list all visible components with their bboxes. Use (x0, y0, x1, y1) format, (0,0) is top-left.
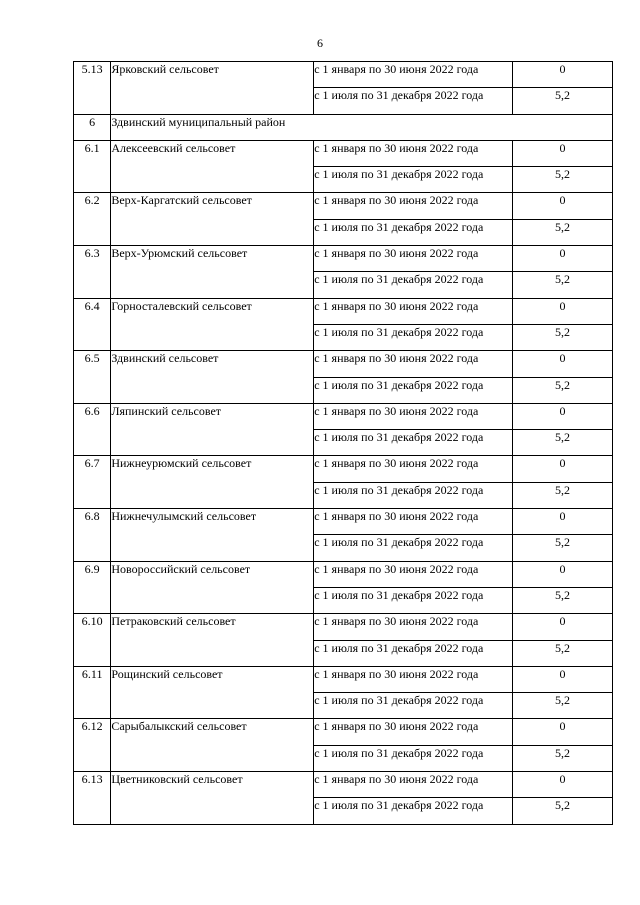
value-cell: 0 (513, 140, 613, 166)
row-number: 6.5 (74, 351, 111, 404)
period-cell: с 1 января по 30 июня 2022 года (314, 509, 513, 535)
value-cell: 5,2 (513, 272, 613, 298)
table-row (74, 403, 613, 429)
row-number: 6.10 (74, 614, 111, 667)
value-cell: 5,2 (513, 482, 613, 508)
period-cell: с 1 января по 30 июня 2022 года (314, 140, 513, 166)
settlement-name: Цветниковский сельсовет (111, 772, 314, 825)
period-cell: с 1 июля по 31 декабря 2022 года (314, 745, 513, 771)
value-cell: 5,2 (513, 88, 613, 114)
value-cell: 0 (513, 246, 613, 272)
settlement-name: Ляпинский сельсовет (111, 403, 314, 456)
period-cell: с 1 июля по 31 декабря 2022 года (314, 377, 513, 403)
value-cell: 5,2 (513, 535, 613, 561)
period-cell: с 1 января по 30 июня 2022 года (314, 719, 513, 745)
settlement-name: Ярковский сельсовет (111, 62, 314, 115)
settlement-name: Новороссийский сельсовет (111, 561, 314, 614)
period-cell: с 1 января по 30 июня 2022 года (314, 614, 513, 640)
period-cell: с 1 июля по 31 декабря 2022 года (314, 535, 513, 561)
period-cell: с 1 июля по 31 декабря 2022 года (314, 272, 513, 298)
table-row (74, 614, 613, 640)
settlement-name: Алексеевский сельсовет (111, 140, 314, 193)
row-number: 6.6 (74, 403, 111, 456)
period-cell: с 1 января по 30 июня 2022 года (314, 246, 513, 272)
value-cell: 5,2 (513, 745, 613, 771)
settlement-name: Петраковский сельсовет (111, 614, 314, 667)
value-cell: 5,2 (513, 377, 613, 403)
period-cell: с 1 января по 30 июня 2022 года (314, 403, 513, 429)
table-row (74, 561, 613, 587)
table-row (74, 351, 613, 377)
value-cell: 0 (513, 614, 613, 640)
period-cell: с 1 января по 30 июня 2022 года (314, 351, 513, 377)
period-cell: с 1 января по 30 июня 2022 года (314, 666, 513, 692)
row-number: 6.3 (74, 246, 111, 299)
value-cell: 5,2 (513, 167, 613, 193)
table-row (74, 719, 613, 745)
settlement-name: Верх-Каргатский сельсовет (111, 193, 314, 246)
row-number: 6.4 (74, 298, 111, 351)
table-row (74, 246, 613, 272)
value-cell: 5,2 (513, 798, 613, 824)
settlement-name: Нижнеурюмский сельсовет (111, 456, 314, 509)
period-cell: с 1 января по 30 июня 2022 года (314, 561, 513, 587)
row-number: 6.13 (74, 772, 111, 825)
period-cell: с 1 июля по 31 декабря 2022 года (314, 482, 513, 508)
period-cell: с 1 января по 30 июня 2022 года (314, 193, 513, 219)
section-title: Здвинский муниципальный район (111, 114, 613, 140)
row-number: 6.8 (74, 509, 111, 562)
value-cell: 0 (513, 666, 613, 692)
table-body (74, 62, 613, 825)
value-cell: 5,2 (513, 430, 613, 456)
value-cell: 0 (513, 62, 613, 88)
value-cell: 5,2 (513, 693, 613, 719)
table-row (74, 456, 613, 482)
settlement-name: Верх-Урюмский сельсовет (111, 246, 314, 299)
page-number: 6 (317, 36, 323, 50)
period-cell: с 1 января по 30 июня 2022 года (314, 62, 513, 88)
value-cell: 0 (513, 456, 613, 482)
row-number: 6.2 (74, 193, 111, 246)
value-cell: 5,2 (513, 324, 613, 350)
table-row (74, 772, 613, 798)
value-cell: 0 (513, 719, 613, 745)
section-row (74, 114, 613, 140)
settlement-name: Рощинский сельсовет (111, 666, 314, 719)
value-cell: 5,2 (513, 219, 613, 245)
row-number: 6.1 (74, 140, 111, 193)
table-row (74, 298, 613, 324)
row-number: 6.7 (74, 456, 111, 509)
settlement-name: Сарыбалыкский сельсовет (111, 719, 314, 772)
period-cell: с 1 июля по 31 декабря 2022 года (314, 324, 513, 350)
row-number: 6.11 (74, 666, 111, 719)
table-row (74, 140, 613, 166)
period-cell: с 1 июля по 31 декабря 2022 года (314, 219, 513, 245)
period-cell: с 1 июля по 31 декабря 2022 года (314, 167, 513, 193)
value-cell: 0 (513, 193, 613, 219)
period-cell: с 1 июля по 31 декабря 2022 года (314, 430, 513, 456)
value-cell: 0 (513, 403, 613, 429)
table-row (74, 193, 613, 219)
table-row (74, 62, 613, 88)
value-cell: 0 (513, 772, 613, 798)
period-cell: с 1 января по 30 июня 2022 года (314, 298, 513, 324)
period-cell: с 1 июля по 31 декабря 2022 года (314, 640, 513, 666)
period-cell: с 1 июля по 31 декабря 2022 года (314, 693, 513, 719)
period-cell: с 1 июля по 31 декабря 2022 года (314, 798, 513, 824)
settlement-name: Горносталевский сельсовет (111, 298, 314, 351)
row-number: 5.13 (74, 62, 111, 115)
settlement-name: Нижнечулымский сельсовет (111, 509, 314, 562)
row-number: 6 (74, 114, 111, 140)
value-cell: 5,2 (513, 640, 613, 666)
value-cell: 0 (513, 561, 613, 587)
period-cell: с 1 июля по 31 декабря 2022 года (314, 88, 513, 114)
row-number: 6.12 (74, 719, 111, 772)
value-cell: 0 (513, 298, 613, 324)
period-cell: с 1 июля по 31 декабря 2022 года (314, 587, 513, 613)
row-number: 6.9 (74, 561, 111, 614)
table-row (74, 666, 613, 692)
tariff-table (73, 61, 613, 825)
period-cell: с 1 января по 30 июня 2022 года (314, 456, 513, 482)
value-cell: 5,2 (513, 587, 613, 613)
period-cell: с 1 января по 30 июня 2022 года (314, 772, 513, 798)
value-cell: 0 (513, 351, 613, 377)
settlement-name: Здвинский сельсовет (111, 351, 314, 404)
table-row (74, 509, 613, 535)
value-cell: 0 (513, 509, 613, 535)
